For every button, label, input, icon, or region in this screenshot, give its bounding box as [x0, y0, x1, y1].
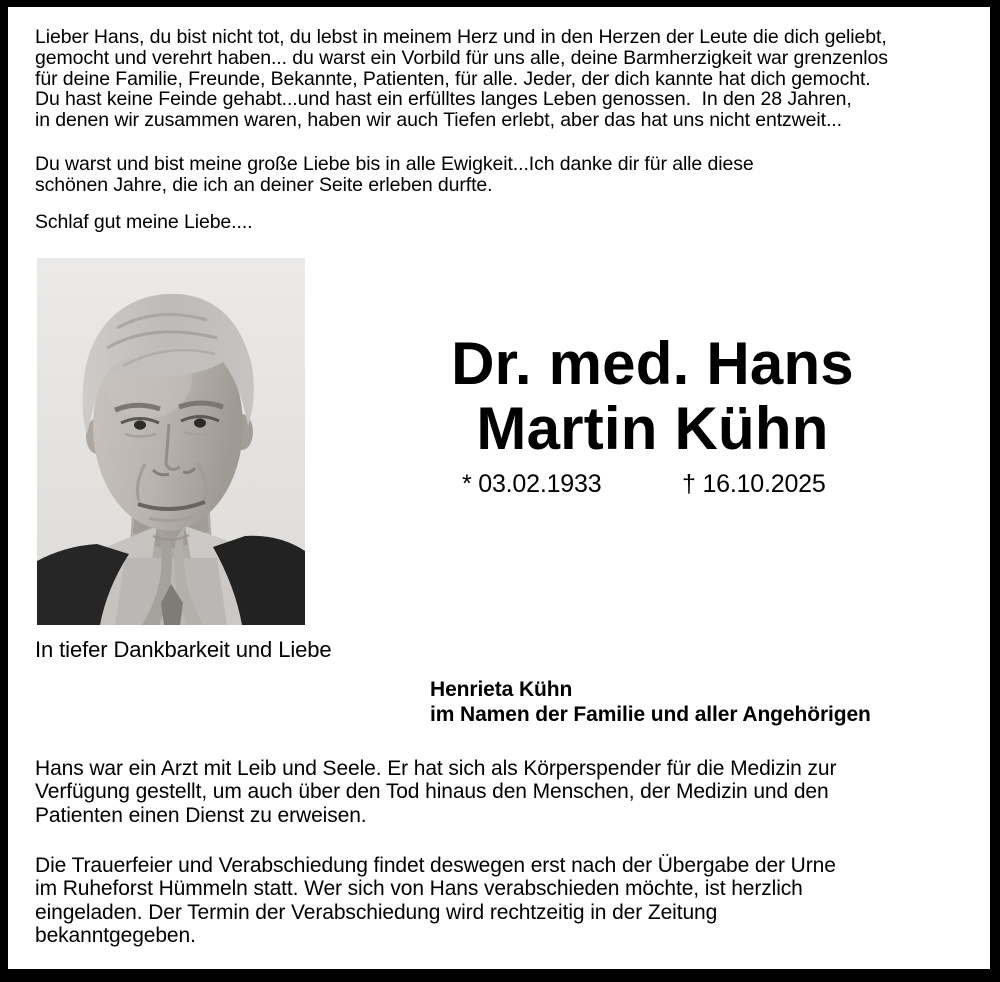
body-donation-paragraph — [35, 757, 836, 827]
funeral-info-paragraph — [35, 854, 836, 948]
death-date: † 16.10.2025 — [682, 470, 826, 498]
portrait-photo — [37, 258, 305, 625]
text-line: Lieber Hans, du bist nicht tot, du lebst in meinem Herz und in den Herzen der Leute die dich geliebt, — [35, 26, 887, 48]
text-line: in denen wir zusammen waren, haben wir auch Tiefen erlebt, aber das hat uns nicht entzweit... — [35, 109, 842, 132]
tribute-paragraph — [35, 154, 754, 196]
mourner-name: Henrieta Kühn — [430, 678, 573, 701]
farewell-line: Schlaf gut meine Liebe.... — [35, 211, 253, 233]
text-line: gemocht und verehrt haben... du warst ein Vorbild für uns alle, deine Barmherzigkeit war grenzenlos — [35, 46, 888, 69]
text-line: für deine Familie, Freunde, Bekannte, Patienten, für alle. Jeder, der dich kannte hat dich gemocht. — [35, 67, 871, 90]
text-line: Du warst und bist meine große Liebe bis in alle Ewigkeit...Ich danke dir für alle diese — [35, 153, 754, 175]
birth-date: * 03.02.1933 — [462, 470, 602, 498]
text-line: Hans war ein Arzt mit Leib und Seele. Er hat sich als Körperspender für die Medizin zur — [35, 757, 837, 780]
mourner-signature — [430, 677, 871, 728]
name-line-1: Dr. med. Hans — [451, 330, 854, 397]
name-line-2: Martin Kühn — [476, 395, 829, 462]
text-line: schönen Jahre, die ich an deiner Seite erleben durfte. — [35, 173, 493, 196]
mourner-on-behalf: im Namen der Familie und aller Angehörigen — [430, 703, 871, 727]
text-line: bekanntgegeben. — [35, 924, 196, 948]
text-line: Patienten einen Dienst zu erweisen. — [35, 803, 367, 827]
text-line: Die Trauerfeier und Verabschiedung findet deswegen erst nach der Übergabe der Urne — [35, 854, 836, 877]
opening-paragraph — [35, 27, 888, 131]
text-line: Du hast keine Feinde gehabt...und hast ein erfülltes langes Leben genossen. In den 28 Jahren, — [35, 88, 852, 111]
deceased-name — [420, 331, 885, 461]
text-line: im Ruheforst Hümmeln statt. Wer sich von Hans verabschieden möchte, ist herzlich — [35, 877, 803, 901]
portrait-illustration — [37, 258, 305, 625]
gratitude-line: In tiefer Dankbarkeit und Liebe — [35, 637, 332, 662]
text-line: Verfügung gestellt, um auch über den Tod hinaus den Menschen, der Medizin und den — [35, 780, 829, 804]
text-line: eingeladen. Der Termin der Verabschiedung wird rechtzeitig in der Zeitung — [35, 900, 718, 924]
